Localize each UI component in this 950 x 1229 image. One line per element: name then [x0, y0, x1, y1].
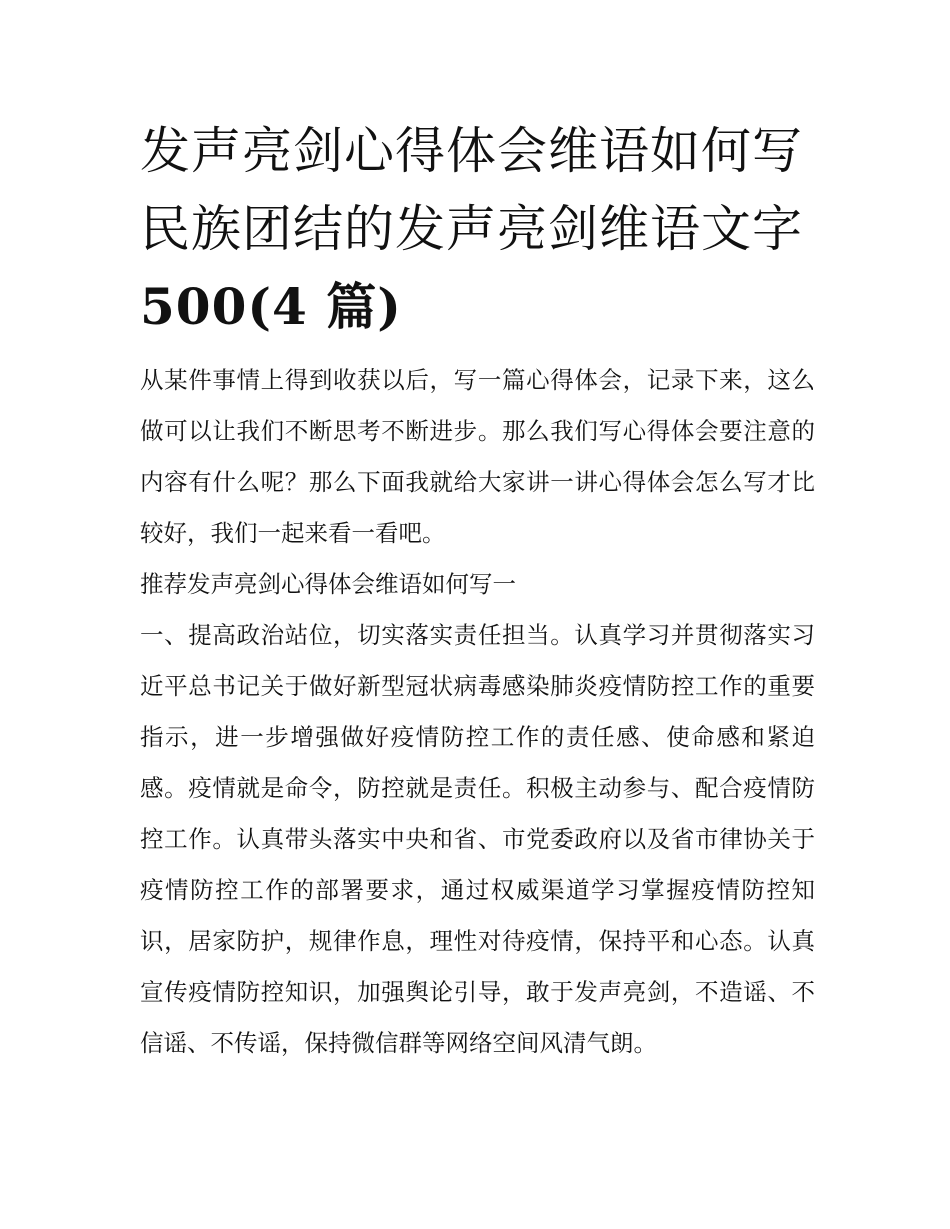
section-heading: 推荐发声亮剑心得体会维语如何写一: [140, 570, 516, 598]
title-line-3: 500(4 篇): [140, 277, 402, 336]
section-paragraph: 一、提高政治站位，切实落实责任担当。认真学习并贯彻落实习近平总书记关于做好新型冠状病毒感染肺炎疫情防控工作的重要指示，进一步增强做好疫情防控工作的责任感、使命感和紧迫感。疫情就是命令，防控就是责任。积极主动参与、配合疫情防控工作。认真带头落实中央和省、市党委政府以及省市律协关于疫情防控工作的部署要求，通过权威渠道学习掌握疫情防控知识，居家防护，规律作息，理性对待疫情，保持平和心态。认真宣传疫情防控知识，加强舆论引导，敢于发声亮剑，不造谣、不信谣、不传谣，保持微信群等网络空间风清气朗。: [140, 621, 815, 1057]
document-title: [140, 112, 820, 346]
title-line-1: 发声亮剑心得体会维语如何写: [140, 122, 803, 180]
title-line-2: 民族团结的发声亮剑维语文字: [140, 200, 803, 258]
document-body: [140, 355, 815, 1069]
intro-paragraph: 从某件事情上得到收获以后，写一篇心得体会，记录下来，这么做可以让我们不断思考不断进步。那么我们写心得体会要注意的内容有什么呢？那么下面我就给大家讲一讲心得体会怎么写才比较好，我们一起来看一看吧。: [140, 366, 815, 547]
